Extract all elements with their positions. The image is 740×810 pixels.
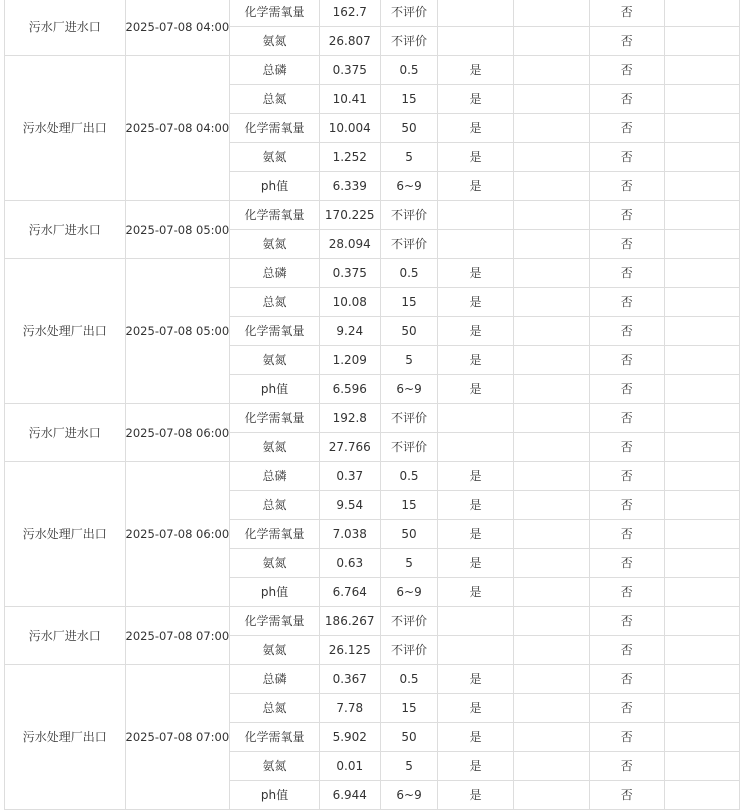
blank-cell bbox=[664, 404, 739, 433]
measured-value-cell: 162.7 bbox=[319, 0, 380, 27]
compliant-cell: 是 bbox=[438, 578, 513, 607]
exceed-flag-cell: 否 bbox=[589, 375, 664, 404]
standard-limit-cell: 5 bbox=[380, 549, 438, 578]
blank-cell bbox=[513, 578, 589, 607]
blank-cell bbox=[664, 27, 739, 56]
compliant-cell: 是 bbox=[438, 172, 513, 201]
blank-cell bbox=[664, 520, 739, 549]
compliant-cell bbox=[438, 636, 513, 665]
measured-value-cell: 27.766 bbox=[319, 433, 380, 462]
measured-value-cell: 10.08 bbox=[319, 288, 380, 317]
blank-cell bbox=[513, 85, 589, 114]
exceed-flag-cell: 否 bbox=[589, 404, 664, 433]
pollutant-item-cell: 化学需氧量 bbox=[230, 607, 320, 636]
standard-limit-cell: 6~9 bbox=[380, 781, 438, 810]
standard-limit-cell: 15 bbox=[380, 288, 438, 317]
standard-limit-cell: 0.5 bbox=[380, 56, 438, 85]
exceed-flag-cell: 否 bbox=[589, 491, 664, 520]
blank-cell bbox=[664, 752, 739, 781]
blank-cell bbox=[513, 636, 589, 665]
blank-cell bbox=[664, 230, 739, 259]
pollutant-item-cell: 氨氮 bbox=[230, 433, 320, 462]
pollutant-item-cell: 氨氮 bbox=[230, 230, 320, 259]
measured-value-cell: 26.125 bbox=[319, 636, 380, 665]
compliant-cell: 是 bbox=[438, 143, 513, 172]
standard-limit-cell: 50 bbox=[380, 723, 438, 752]
pollutant-item-cell: 化学需氧量 bbox=[230, 201, 320, 230]
compliant-cell: 是 bbox=[438, 491, 513, 520]
monitor-time-cell: 2025-07-08 07:00 bbox=[125, 607, 230, 665]
compliant-cell bbox=[438, 27, 513, 56]
blank-cell bbox=[664, 375, 739, 404]
measured-value-cell: 6.339 bbox=[319, 172, 380, 201]
compliant-cell: 是 bbox=[438, 781, 513, 810]
blank-cell bbox=[664, 491, 739, 520]
standard-limit-cell: 不评价 bbox=[380, 0, 438, 27]
blank-cell bbox=[664, 317, 739, 346]
blank-cell bbox=[664, 0, 739, 27]
compliant-cell: 是 bbox=[438, 288, 513, 317]
blank-cell bbox=[513, 520, 589, 549]
measured-value-cell: 0.63 bbox=[319, 549, 380, 578]
measured-value-cell: 28.094 bbox=[319, 230, 380, 259]
pollutant-item-cell: 总氮 bbox=[230, 85, 320, 114]
exceed-flag-cell: 否 bbox=[589, 636, 664, 665]
pollutant-item-cell: 氨氮 bbox=[230, 636, 320, 665]
blank-cell bbox=[664, 578, 739, 607]
pollutant-item-cell: ph值 bbox=[230, 375, 320, 404]
monitor-time-cell: 2025-07-08 05:00 bbox=[125, 259, 230, 404]
table-row bbox=[5, 404, 740, 433]
pollutant-item-cell: 总磷 bbox=[230, 665, 320, 694]
pollutant-item-cell: ph值 bbox=[230, 781, 320, 810]
pollutant-item-cell: 总磷 bbox=[230, 56, 320, 85]
site-name-cell: 污水厂进水口 bbox=[5, 404, 126, 462]
standard-limit-cell: 50 bbox=[380, 520, 438, 549]
monitor-time-cell: 2025-07-08 05:00 bbox=[125, 201, 230, 259]
standard-limit-cell: 0.5 bbox=[380, 665, 438, 694]
exceed-flag-cell: 否 bbox=[589, 259, 664, 288]
pollutant-item-cell: 氨氮 bbox=[230, 143, 320, 172]
pollutant-item-cell: 化学需氧量 bbox=[230, 114, 320, 143]
blank-cell bbox=[513, 752, 589, 781]
table-row bbox=[5, 201, 740, 230]
compliant-cell: 是 bbox=[438, 317, 513, 346]
measured-value-cell: 7.78 bbox=[319, 694, 380, 723]
compliant-cell: 是 bbox=[438, 549, 513, 578]
blank-cell bbox=[513, 549, 589, 578]
exceed-flag-cell: 否 bbox=[589, 607, 664, 636]
blank-cell bbox=[664, 723, 739, 752]
pollutant-item-cell: ph值 bbox=[230, 578, 320, 607]
pollutant-item-cell: ph值 bbox=[230, 172, 320, 201]
compliant-cell: 是 bbox=[438, 462, 513, 491]
pollutant-item-cell: 化学需氧量 bbox=[230, 317, 320, 346]
blank-cell bbox=[513, 665, 589, 694]
measured-value-cell: 26.807 bbox=[319, 27, 380, 56]
measured-value-cell: 6.944 bbox=[319, 781, 380, 810]
measured-value-cell: 0.37 bbox=[319, 462, 380, 491]
measured-value-cell: 9.24 bbox=[319, 317, 380, 346]
monitoring-data-table bbox=[4, 0, 740, 810]
blank-cell bbox=[513, 172, 589, 201]
measured-value-cell: 5.902 bbox=[319, 723, 380, 752]
exceed-flag-cell: 否 bbox=[589, 752, 664, 781]
exceed-flag-cell: 否 bbox=[589, 27, 664, 56]
blank-cell bbox=[513, 317, 589, 346]
exceed-flag-cell: 否 bbox=[589, 201, 664, 230]
site-name-cell: 污水处理厂出口 bbox=[5, 462, 126, 607]
standard-limit-cell: 不评价 bbox=[380, 230, 438, 259]
measured-value-cell: 170.225 bbox=[319, 201, 380, 230]
exceed-flag-cell: 否 bbox=[589, 665, 664, 694]
exceed-flag-cell: 否 bbox=[589, 317, 664, 346]
pollutant-item-cell: 氨氮 bbox=[230, 549, 320, 578]
measured-value-cell: 0.375 bbox=[319, 259, 380, 288]
pollutant-item-cell: 总氮 bbox=[230, 491, 320, 520]
pollutant-item-cell: 化学需氧量 bbox=[230, 723, 320, 752]
pollutant-item-cell: 化学需氧量 bbox=[230, 520, 320, 549]
compliant-cell bbox=[438, 201, 513, 230]
compliant-cell bbox=[438, 230, 513, 259]
compliant-cell: 是 bbox=[438, 520, 513, 549]
table-row bbox=[5, 665, 740, 694]
measured-value-cell: 0.375 bbox=[319, 56, 380, 85]
blank-cell bbox=[513, 114, 589, 143]
pollutant-item-cell: 总氮 bbox=[230, 288, 320, 317]
blank-cell bbox=[664, 172, 739, 201]
standard-limit-cell: 15 bbox=[380, 491, 438, 520]
blank-cell bbox=[513, 259, 589, 288]
compliant-cell: 是 bbox=[438, 723, 513, 752]
blank-cell bbox=[664, 694, 739, 723]
blank-cell bbox=[513, 404, 589, 433]
compliant-cell bbox=[438, 404, 513, 433]
exceed-flag-cell: 否 bbox=[589, 172, 664, 201]
blank-cell bbox=[513, 288, 589, 317]
compliant-cell: 是 bbox=[438, 346, 513, 375]
standard-limit-cell: 5 bbox=[380, 346, 438, 375]
compliant-cell bbox=[438, 607, 513, 636]
measured-value-cell: 9.54 bbox=[319, 491, 380, 520]
standard-limit-cell: 15 bbox=[380, 694, 438, 723]
compliant-cell bbox=[438, 0, 513, 27]
standard-limit-cell: 6~9 bbox=[380, 172, 438, 201]
pollutant-item-cell: 氨氮 bbox=[230, 27, 320, 56]
measured-value-cell: 0.367 bbox=[319, 665, 380, 694]
standard-limit-cell: 不评价 bbox=[380, 201, 438, 230]
standard-limit-cell: 6~9 bbox=[380, 578, 438, 607]
exceed-flag-cell: 否 bbox=[589, 520, 664, 549]
exceed-flag-cell: 否 bbox=[589, 230, 664, 259]
exceed-flag-cell: 否 bbox=[589, 694, 664, 723]
standard-limit-cell: 5 bbox=[380, 752, 438, 781]
blank-cell bbox=[513, 462, 589, 491]
blank-cell bbox=[664, 259, 739, 288]
compliant-cell: 是 bbox=[438, 752, 513, 781]
table-row bbox=[5, 607, 740, 636]
pollutant-item-cell: 总磷 bbox=[230, 462, 320, 491]
blank-cell bbox=[513, 143, 589, 172]
table-row bbox=[5, 56, 740, 85]
compliant-cell: 是 bbox=[438, 56, 513, 85]
pollutant-item-cell: 化学需氧量 bbox=[230, 404, 320, 433]
monitor-time-cell: 2025-07-08 06:00 bbox=[125, 404, 230, 462]
exceed-flag-cell: 否 bbox=[589, 143, 664, 172]
blank-cell bbox=[513, 56, 589, 85]
table-row bbox=[5, 0, 740, 27]
compliant-cell bbox=[438, 433, 513, 462]
exceed-flag-cell: 否 bbox=[589, 56, 664, 85]
blank-cell bbox=[664, 636, 739, 665]
compliant-cell: 是 bbox=[438, 114, 513, 143]
exceed-flag-cell: 否 bbox=[589, 578, 664, 607]
compliant-cell: 是 bbox=[438, 694, 513, 723]
exceed-flag-cell: 否 bbox=[589, 723, 664, 752]
exceed-flag-cell: 否 bbox=[589, 0, 664, 27]
blank-cell bbox=[664, 85, 739, 114]
blank-cell bbox=[664, 665, 739, 694]
blank-cell bbox=[513, 0, 589, 27]
measured-value-cell: 7.038 bbox=[319, 520, 380, 549]
exceed-flag-cell: 否 bbox=[589, 433, 664, 462]
blank-cell bbox=[513, 781, 589, 810]
blank-cell bbox=[664, 607, 739, 636]
pollutant-item-cell: 总氮 bbox=[230, 694, 320, 723]
site-name-cell: 污水厂进水口 bbox=[5, 0, 126, 56]
blank-cell bbox=[513, 491, 589, 520]
compliant-cell: 是 bbox=[438, 259, 513, 288]
standard-limit-cell: 5 bbox=[380, 143, 438, 172]
blank-cell bbox=[513, 230, 589, 259]
blank-cell bbox=[513, 723, 589, 752]
exceed-flag-cell: 否 bbox=[589, 462, 664, 491]
compliant-cell: 是 bbox=[438, 665, 513, 694]
table-row bbox=[5, 259, 740, 288]
measured-value-cell: 1.209 bbox=[319, 346, 380, 375]
blank-cell bbox=[664, 781, 739, 810]
standard-limit-cell: 不评价 bbox=[380, 636, 438, 665]
standard-limit-cell: 0.5 bbox=[380, 462, 438, 491]
blank-cell bbox=[664, 288, 739, 317]
compliant-cell: 是 bbox=[438, 375, 513, 404]
standard-limit-cell: 15 bbox=[380, 85, 438, 114]
pollutant-item-cell: 化学需氧量 bbox=[230, 0, 320, 27]
blank-cell bbox=[664, 549, 739, 578]
measured-value-cell: 0.01 bbox=[319, 752, 380, 781]
monitor-time-cell: 2025-07-08 07:00 bbox=[125, 665, 230, 810]
site-name-cell: 污水处理厂出口 bbox=[5, 56, 126, 201]
blank-cell bbox=[513, 607, 589, 636]
standard-limit-cell: 不评价 bbox=[380, 607, 438, 636]
measured-value-cell: 186.267 bbox=[319, 607, 380, 636]
standard-limit-cell: 不评价 bbox=[380, 27, 438, 56]
exceed-flag-cell: 否 bbox=[589, 114, 664, 143]
compliant-cell: 是 bbox=[438, 85, 513, 114]
blank-cell bbox=[664, 462, 739, 491]
standard-limit-cell: 6~9 bbox=[380, 375, 438, 404]
exceed-flag-cell: 否 bbox=[589, 85, 664, 114]
measured-value-cell: 6.596 bbox=[319, 375, 380, 404]
blank-cell bbox=[513, 346, 589, 375]
measured-value-cell: 10.004 bbox=[319, 114, 380, 143]
site-name-cell: 污水处理厂出口 bbox=[5, 665, 126, 810]
monitor-time-cell: 2025-07-08 04:00 bbox=[125, 0, 230, 56]
blank-cell bbox=[664, 346, 739, 375]
blank-cell bbox=[664, 201, 739, 230]
exceed-flag-cell: 否 bbox=[589, 288, 664, 317]
standard-limit-cell: 50 bbox=[380, 317, 438, 346]
blank-cell bbox=[513, 27, 589, 56]
monitor-time-cell: 2025-07-08 04:00 bbox=[125, 56, 230, 201]
blank-cell bbox=[513, 694, 589, 723]
standard-limit-cell: 不评价 bbox=[380, 404, 438, 433]
blank-cell bbox=[664, 143, 739, 172]
standard-limit-cell: 0.5 bbox=[380, 259, 438, 288]
blank-cell bbox=[664, 56, 739, 85]
table-body bbox=[5, 0, 740, 810]
measured-value-cell: 6.764 bbox=[319, 578, 380, 607]
site-name-cell: 污水厂进水口 bbox=[5, 607, 126, 665]
pollutant-item-cell: 氨氮 bbox=[230, 346, 320, 375]
blank-cell bbox=[513, 375, 589, 404]
blank-cell bbox=[513, 433, 589, 462]
pollutant-item-cell: 总磷 bbox=[230, 259, 320, 288]
exceed-flag-cell: 否 bbox=[589, 346, 664, 375]
site-name-cell: 污水厂进水口 bbox=[5, 201, 126, 259]
standard-limit-cell: 不评价 bbox=[380, 433, 438, 462]
site-name-cell: 污水处理厂出口 bbox=[5, 259, 126, 404]
standard-limit-cell: 50 bbox=[380, 114, 438, 143]
blank-cell bbox=[664, 114, 739, 143]
blank-cell bbox=[664, 433, 739, 462]
table-row bbox=[5, 462, 740, 491]
monitor-time-cell: 2025-07-08 06:00 bbox=[125, 462, 230, 607]
measured-value-cell: 10.41 bbox=[319, 85, 380, 114]
exceed-flag-cell: 否 bbox=[589, 781, 664, 810]
pollutant-item-cell: 氨氮 bbox=[230, 752, 320, 781]
measured-value-cell: 192.8 bbox=[319, 404, 380, 433]
exceed-flag-cell: 否 bbox=[589, 549, 664, 578]
measured-value-cell: 1.252 bbox=[319, 143, 380, 172]
blank-cell bbox=[513, 201, 589, 230]
